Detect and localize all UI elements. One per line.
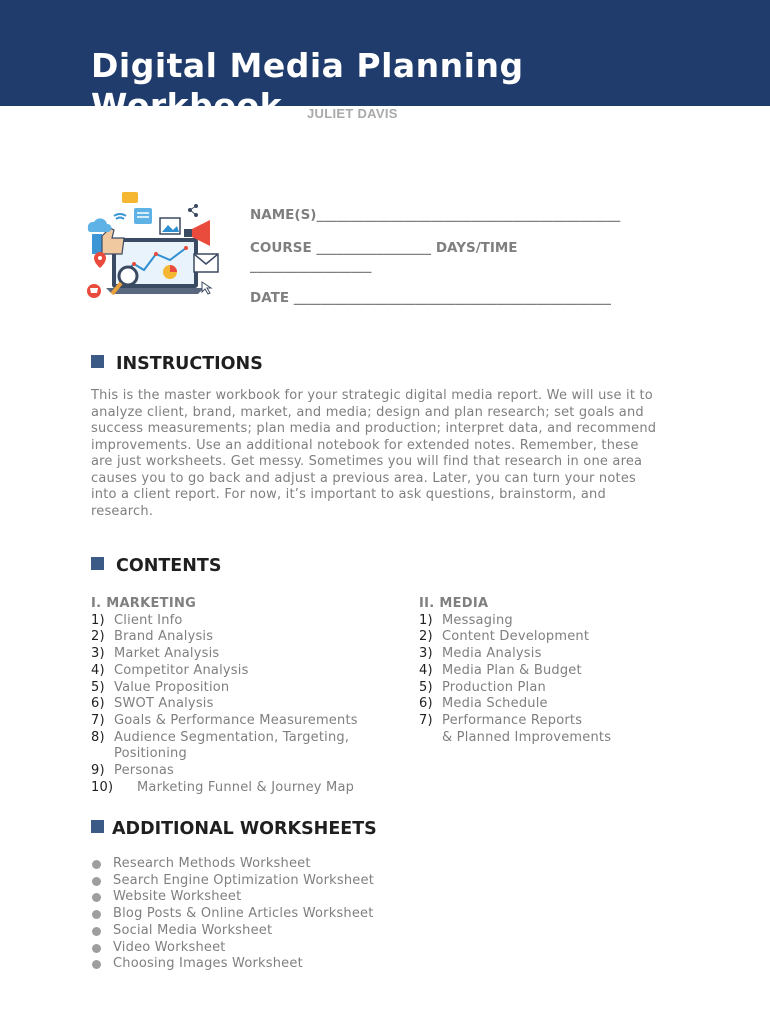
instructions-line: analyze client, brand, market, and media; design and plan research; set goals and	[91, 404, 644, 420]
list-number: 4)	[91, 662, 105, 678]
list-label-continued: & Planned Improvements	[442, 729, 612, 745]
list-label: SWOT Analysis	[114, 696, 214, 712]
list-item	[419, 613, 719, 630]
contents-marketing-column	[91, 596, 391, 796]
list-item	[91, 663, 391, 680]
list-number: 6)	[419, 696, 433, 712]
list-label: Client Info	[114, 612, 183, 628]
contents-heading	[91, 555, 221, 577]
instructions-line: are just worksheets. Get messy. Sometimes you will find that research in one area	[91, 454, 643, 469]
list-label: Content Development	[442, 629, 590, 645]
instructions-line: causes you to go back and adjust a previous area. Later, you can turn your notes	[91, 470, 636, 486]
instructions-line: research.	[91, 503, 154, 519]
media-heading: II. MEDIA	[419, 596, 489, 611]
section-square-icon	[91, 355, 104, 368]
list-label-continued: Positioning	[114, 746, 187, 762]
instructions-heading	[91, 353, 263, 375]
list-label: Market Analysis	[114, 646, 220, 662]
marketing-list	[91, 613, 391, 797]
list-number: 4)	[419, 662, 433, 678]
additional-heading	[91, 818, 377, 840]
contents-heading-text: CONTENTS	[116, 556, 222, 576]
list-item	[419, 646, 719, 663]
list-number: 2)	[419, 629, 433, 645]
course-days-field[interactable]: COURSE _________________ DAYS/TIME	[250, 240, 518, 256]
list-label: Goals & Performance Measurements	[114, 712, 358, 728]
instructions-paragraph	[91, 388, 691, 520]
list-item	[91, 923, 374, 940]
list-number: 7)	[419, 712, 433, 728]
worksheet-label: Choosing Images Worksheet	[113, 956, 303, 972]
bullet-icon	[92, 877, 101, 886]
instructions-heading-text: INSTRUCTIONS	[116, 354, 263, 374]
additional-worksheets-list	[91, 856, 374, 973]
date-field[interactable]: DATE _______________________________________________	[250, 290, 611, 306]
list-label: Value Proposition	[114, 679, 230, 695]
author-name: JULIET DAVIS	[307, 106, 398, 121]
list-number: 7)	[91, 712, 105, 728]
marketing-heading: I. MARKETING	[91, 596, 197, 611]
section-square-icon	[91, 820, 104, 833]
bullet-icon	[92, 893, 101, 902]
list-label: Media Schedule	[442, 696, 548, 712]
instructions-line: improvements. Use an additional notebook for extended notes. Remember, these	[91, 437, 639, 453]
list-item	[91, 763, 391, 780]
list-label: Marketing Funnel & Journey Map	[137, 779, 355, 795]
list-item	[91, 889, 374, 906]
list-item	[419, 663, 719, 680]
list-item	[91, 680, 391, 697]
instructions-line: into a client report. For now, it’s important to ask questions, brainstorm, and	[91, 487, 606, 502]
list-label: Messaging	[442, 612, 513, 628]
list-item	[91, 613, 391, 630]
list-label: Brand Analysis	[114, 629, 214, 645]
worksheet-label: Website Worksheet	[113, 889, 242, 905]
list-number: 10)	[91, 779, 114, 795]
worksheet-label: Social Media Worksheet	[113, 922, 273, 938]
course-field-continued[interactable]: __________________	[250, 258, 372, 274]
list-item	[91, 906, 374, 923]
worksheet-label: Research Methods Worksheet	[113, 856, 311, 871]
list-item	[91, 713, 391, 730]
worksheet-label: Video Worksheet	[113, 939, 226, 955]
list-item	[419, 680, 719, 697]
list-number: 3)	[91, 646, 105, 662]
instructions-line: success measurements; plan media and production; interpret data, and recommend	[91, 421, 657, 436]
list-number: 2)	[91, 629, 105, 645]
list-item	[91, 730, 391, 763]
list-label: Competitor Analysis	[114, 662, 249, 678]
list-number: 5)	[419, 679, 433, 695]
list-number: 3)	[419, 646, 433, 662]
list-number: 1)	[419, 612, 433, 628]
list-item	[91, 646, 391, 663]
bullet-icon	[92, 944, 101, 953]
digital-marketing-illustration-icon	[78, 188, 228, 306]
bullet-icon	[92, 927, 101, 936]
bullet-icon	[92, 910, 101, 919]
list-item	[91, 940, 374, 957]
list-label: Production Plan	[442, 679, 546, 695]
list-label: Personas	[114, 763, 175, 779]
page-title-line1: Digital Media Planning	[91, 46, 524, 85]
bullet-icon	[92, 860, 101, 869]
list-item	[91, 956, 374, 973]
list-label: Audience Segmentation, Targeting,	[114, 729, 350, 745]
list-number: 1)	[91, 612, 105, 628]
list-label: Performance Reports	[442, 712, 583, 728]
list-item	[419, 696, 719, 713]
list-item	[91, 780, 391, 797]
names-field[interactable]: NAME(S)_____________________________________________	[250, 207, 621, 223]
list-item	[419, 713, 719, 746]
bullet-icon	[92, 960, 101, 969]
media-list	[419, 613, 719, 747]
section-square-icon	[91, 557, 104, 570]
list-item	[91, 629, 391, 646]
worksheet-label: Search Engine Optimization Worksheet	[113, 872, 374, 888]
list-item	[91, 856, 374, 873]
list-item	[419, 629, 719, 646]
list-number: 6)	[91, 696, 105, 712]
list-number: 9)	[91, 763, 105, 779]
list-number: 5)	[91, 679, 105, 695]
instructions-line: This is the master workbook for your strategic digital media report. We will use it to	[91, 388, 653, 403]
additional-heading-text: ADDITIONAL WORKSHEETS	[112, 819, 377, 839]
contents-media-column	[419, 596, 719, 746]
list-label: Media Analysis	[442, 646, 542, 662]
page-title-line2: Workbook	[91, 86, 283, 125]
list-label: Media Plan & Budget	[442, 662, 582, 678]
worksheet-label: Blog Posts & Online Articles Worksheet	[113, 906, 374, 922]
list-item	[91, 873, 374, 890]
list-item	[91, 696, 391, 713]
list-number: 8)	[91, 729, 105, 745]
